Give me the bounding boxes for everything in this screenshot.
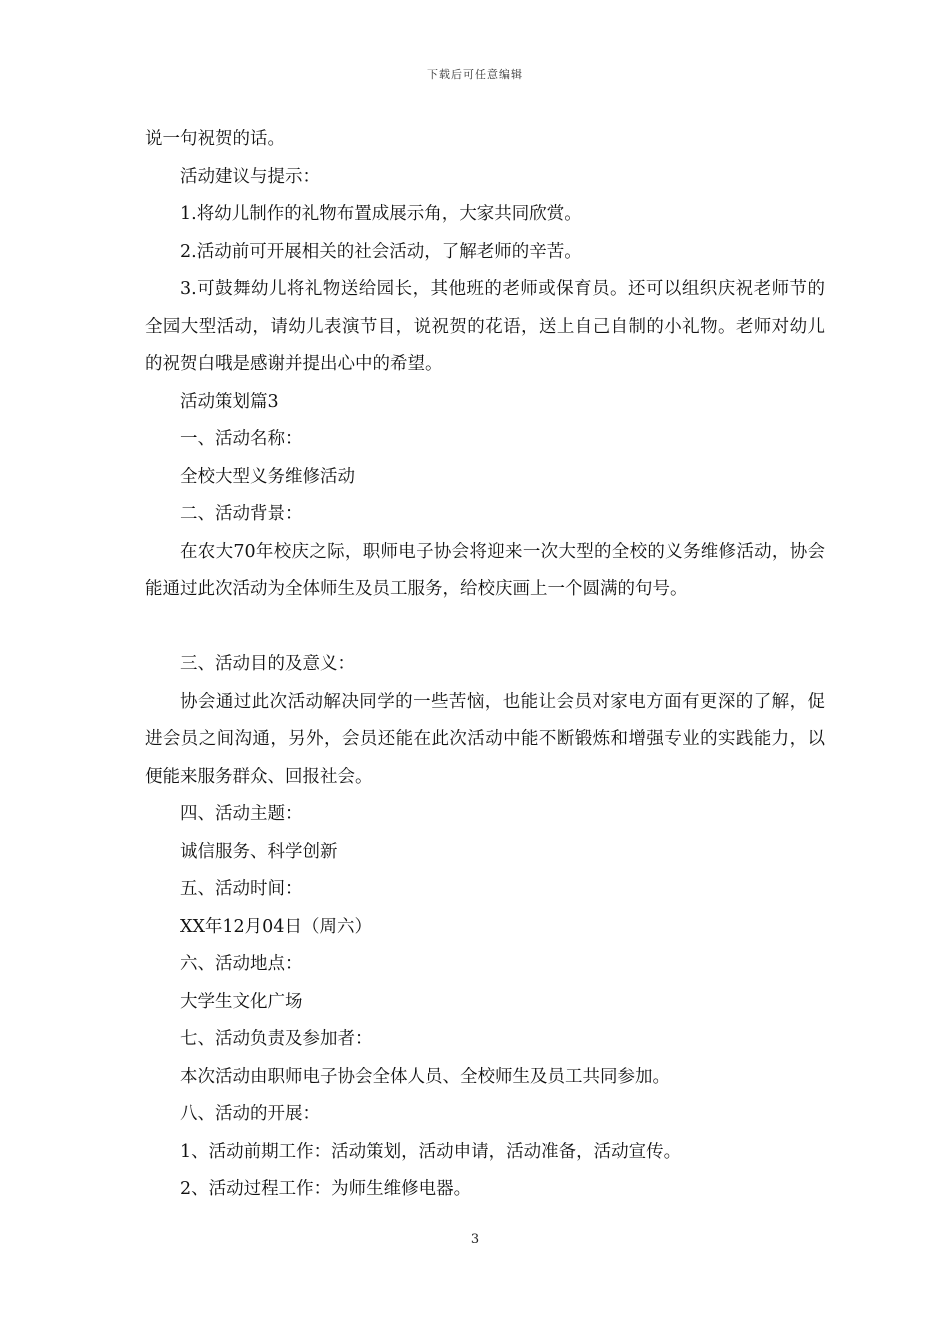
section-heading: 五、活动时间：	[180, 879, 303, 899]
paragraph: 说一句祝贺的话。	[145, 129, 285, 149]
section-heading: 一、活动名称：	[180, 429, 303, 449]
section-heading: 二、活动背景：	[180, 504, 303, 524]
list-item: 1.将幼儿制作的礼物布置成展示角，大家共同欣赏。	[180, 204, 582, 224]
paragraph: 全校大型义务维修活动	[180, 466, 355, 487]
paragraph: 诚信服务、科学创新	[180, 841, 338, 862]
blank-line	[145, 609, 825, 647]
list-item: 1、活动前期工作：活动策划，活动申请，活动准备，活动宣传。	[180, 1141, 682, 1162]
list-item: 3.可鼓舞幼儿将礼物送给园长，其他班的老师或保育员。还可以组织庆祝老师节的全园大型活动，请幼儿表演节目，说祝贺的花语，送上自己自制的小礼物。老师对幼儿的祝贺白哦是感谢并提出心中的希望。	[145, 279, 825, 374]
list-item: 2、活动过程工作：为师生维修电器。	[180, 1179, 472, 1199]
list-item: 2.活动前可开展相关的社会活动，了解老师的辛苦。	[180, 241, 582, 262]
section-heading: 四、活动主题：	[180, 804, 303, 824]
section-heading: 八、活动的开展：	[180, 1104, 320, 1124]
section-heading: 七、活动负责及参加者：	[180, 1029, 373, 1049]
section-heading: 三、活动目的及意义：	[180, 654, 355, 674]
paragraph: 本次活动由职师电子协会全体人员、全校师生及员工共同参加。	[180, 1066, 670, 1087]
paragraph: 协会通过此次活动解决同学的一些苦恼，也能让会员对家电方面有更深的了解，促进会员之间沟通，另外，会员还能在此次活动中能不断锻炼和增强专业的实践能力，以便能来服务群众、回报社会。	[145, 691, 825, 787]
paragraph: 活动建议与提示：	[180, 166, 320, 187]
paragraph: 在农大70年校庆之际，职师电子协会将迎来一次大型的全校的义务维修活动，协会能通过此次活动为全体师生及员工服务，给校庆画上一个圆满的句号。	[145, 541, 825, 599]
section-heading: 六、活动地点：	[180, 954, 303, 974]
paragraph: 大学生文化广场	[180, 991, 303, 1012]
page-number: 3	[470, 1232, 480, 1247]
document-body	[145, 121, 825, 1209]
section-title: 活动策划篇3	[180, 391, 279, 412]
paragraph: XX年12月04日（周六）	[180, 916, 372, 937]
header-note: 下载后可任意编辑	[427, 68, 523, 81]
